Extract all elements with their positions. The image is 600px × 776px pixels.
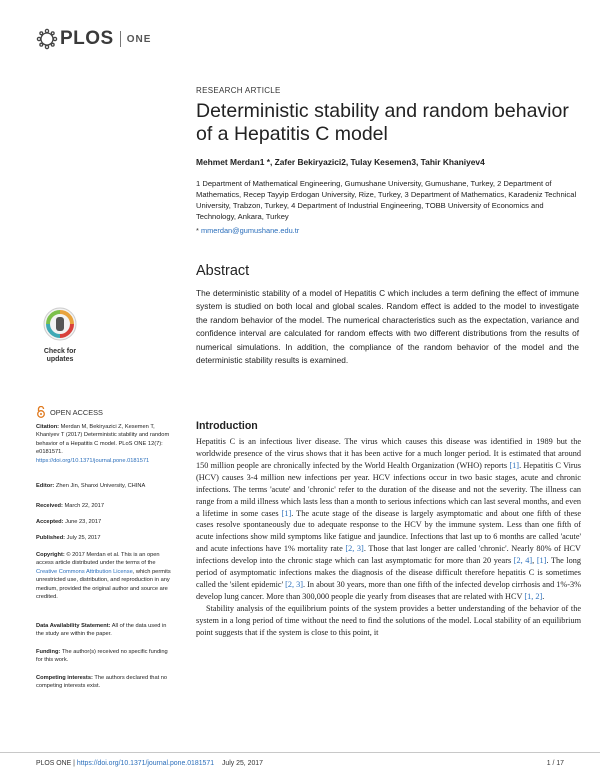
funding-text: The author(s) received no specific funding for this work. bbox=[36, 649, 168, 664]
published-label: Published: bbox=[36, 535, 66, 541]
accepted-label: Accepted: bbox=[36, 519, 64, 525]
affiliations: 1 Department of Mathematical Engineering, Gumushane University, Gumushane, Turkey, 2 Department of Mathematics, Recep Tayyip Erdogan University, Rize, Turkey, 3 Department of Mathematics, Karadeniz Technical University, Trabzon, Turkey, 4 Department of Industrial Engineering, TOBB University of Economics and Technology, Ankara, Turkey bbox=[196, 179, 577, 221]
funding-block bbox=[36, 648, 174, 665]
copyright-text: © 2017 Merdan et al. This is an open access article distributed under the terms of the bbox=[36, 552, 160, 567]
plos-one-logo[interactable] bbox=[36, 28, 151, 50]
author-list: Mehmet Merdan1 *, Zafer Bekiryazici2, Tulay Kesemen3, Tahir Khaniyev4 bbox=[196, 157, 485, 167]
intro-text: , bbox=[532, 556, 537, 566]
citation-ref[interactable]: [1] bbox=[536, 556, 547, 566]
citation-ref[interactable]: [1] bbox=[509, 460, 520, 470]
received-label: Received: bbox=[36, 503, 63, 509]
citation-ref[interactable]: [1, 2] bbox=[524, 591, 543, 601]
editor-label: Editor: bbox=[36, 483, 55, 489]
abstract-heading: Abstract bbox=[196, 263, 250, 279]
corresponding-email[interactable] bbox=[196, 226, 299, 235]
footer-separator: | bbox=[73, 760, 75, 767]
citation-ref[interactable]: [2, 4] bbox=[513, 556, 533, 566]
title-line-2: of a Hepatitis C model bbox=[196, 123, 388, 145]
published-block bbox=[36, 534, 174, 542]
open-lock-icon bbox=[36, 406, 46, 418]
open-access-label bbox=[36, 406, 103, 418]
citation-ref[interactable]: [1] bbox=[281, 508, 292, 518]
intro-text: . Hepatitis C Virus (HCV) causes 3-4 million new infections per year. HCV infections occur in two basic stages, acute and chronic infections. The terms 'acute' and 'chronic' refer to the duration of the disease and not the severity. The illness can range from a mild illness which lasts less than a month to serious infections which can last several months, and even a lifetime in some cases bbox=[196, 460, 581, 518]
citation-block bbox=[36, 423, 174, 465]
intro-text: Hepatitis C is an infectious liver disease. The virus which causes this disease was identified in 1989 but the worldwide presence of the virus shows that it has been active for a much longer period. It is estimated that around 150 million people are chronically infected by the World Health Organization (WHO) reports bbox=[196, 437, 581, 470]
footer-journal: PLOS ONE bbox=[36, 760, 72, 767]
data-availability-block bbox=[36, 622, 174, 639]
check-for-updates-label bbox=[38, 348, 82, 364]
published-date: July 25, 2017 bbox=[66, 535, 101, 541]
copyright-text-end: , which permits unrestricted use, distribution, and reproduction in any medium, provided the original author and source are credited. bbox=[36, 568, 171, 601]
email-asterisk: * bbox=[196, 226, 199, 235]
citation-ref[interactable]: [2, 3] bbox=[285, 580, 304, 590]
article-title bbox=[196, 100, 576, 146]
introduction-paragraph-1 bbox=[196, 436, 581, 603]
license-link[interactable]: Creative Commons Attribution License bbox=[36, 568, 133, 575]
intro-text: . Those that last longer are called 'chronic'. Nearly 80% of HCV infections develop into the chronic stage which can last asymptomatic for more than 20 years bbox=[196, 544, 582, 566]
intro-text: . The long period of asymptomatic infections makes the diagnosis of the disease difficult therefore hepatitis C is sometimes called the 'silent epidemic' bbox=[196, 556, 582, 590]
introduction-paragraph-2: Stability analysis of the equilibrium points of the system provides a better understanding of the behavior of the system in a long period of time without the need to find the solutions of the model. Local stability of an equilibrium point suggests that if the system is close to this point, it bbox=[196, 603, 581, 637]
data-availability-text: All of the data used in the study are within the paper. bbox=[36, 623, 167, 638]
competing-interests-block bbox=[36, 674, 174, 691]
title-line-1: Deterministic stability and random behavior bbox=[196, 100, 569, 122]
competing-interests-label: Competing interests: bbox=[36, 675, 93, 681]
open-access-text: OPEN ACCESS bbox=[50, 407, 103, 417]
introduction-body bbox=[196, 436, 581, 639]
footer-rule bbox=[0, 752, 600, 753]
badge-line-2: updates bbox=[46, 356, 74, 363]
citation-ref[interactable]: [2, 3] bbox=[345, 544, 364, 554]
accepted-date: June 23, 2017 bbox=[65, 519, 102, 525]
page-number: 1 / 17 bbox=[546, 760, 564, 767]
badge-line-1: Check for bbox=[43, 348, 77, 355]
received-block bbox=[36, 502, 174, 510]
check-for-updates-icon bbox=[43, 307, 77, 341]
check-for-updates-badge[interactable] bbox=[38, 307, 82, 363]
footer-date: July 25, 2017 bbox=[221, 760, 263, 767]
accepted-block bbox=[36, 518, 174, 526]
intro-text: . In about 30 years, more than one fifth of the infected develop cirrhosis and 1%-3% develop lung cancer. More than 300,000 people die yearly from diseases that are related with HCV bbox=[196, 580, 582, 601]
data-availability-label: Data Availability Statement: bbox=[36, 623, 111, 629]
plos-logo-icon bbox=[36, 28, 58, 50]
received-date: March 22, 2017 bbox=[64, 503, 104, 509]
article-type-label: RESEARCH ARTICLE bbox=[196, 86, 281, 95]
intro-text: . bbox=[542, 591, 545, 601]
editor-block bbox=[36, 482, 174, 490]
page-footer bbox=[36, 760, 263, 767]
abstract-text: The deterministic stability of a model of Hepatitis C which includes a term defining the effect of immune system is studied on both local and global scales. Random effect is added to the model to investigate the random behavior of the model. The numerical characteristics such as the expectation, variance and confidence interval are calculated for random effects with two different distributions from the results of numerical simulations. In addition, the compliance of the random behavior of the model and the deterministic stability results is examined. bbox=[196, 288, 579, 366]
email-link[interactable]: mmerdan@gumushane.edu.tr bbox=[200, 226, 300, 235]
citation-doi-link[interactable]: https://doi.org/10.1371/journal.pone.0181571 bbox=[36, 457, 150, 464]
funding-label: Funding: bbox=[36, 649, 61, 655]
logo-divider bbox=[120, 31, 121, 47]
logo-text: PLOS bbox=[60, 28, 114, 49]
citation-label: Citation: bbox=[36, 424, 60, 430]
introduction-heading: Introduction bbox=[196, 420, 258, 432]
footer-doi-link[interactable]: https://doi.org/10.1371/journal.pone.0181571 bbox=[76, 760, 215, 767]
competing-interests-text: The authors declared that no competing interests exist. bbox=[36, 675, 168, 690]
editor-text: Zhen Jin, Shanxi University, CHINA bbox=[55, 483, 146, 489]
citation-text: Merdan M, Bekiryazici Z, Kesemen T, Khaniyev T (2017) Deterministic stability and random behavior of a Hepatitis C model. PLoS ONE 12(7): e0181571. bbox=[36, 424, 170, 456]
copyright-block bbox=[36, 551, 174, 601]
intro-text: . The acute stage of the disease is largely asymptomatic and about one fifth of these cases resolve spontaneously due to adequate response to the HCV by the immune system. Less than one fifth of acute infections show mild symptoms like fatigue and jaundice. Infections that last up to 6 months are called 'acute' and acute infections have 1% mortality rate bbox=[196, 508, 582, 554]
copyright-label: Copyright: bbox=[36, 552, 65, 558]
logo-subtext: ONE bbox=[126, 33, 152, 45]
